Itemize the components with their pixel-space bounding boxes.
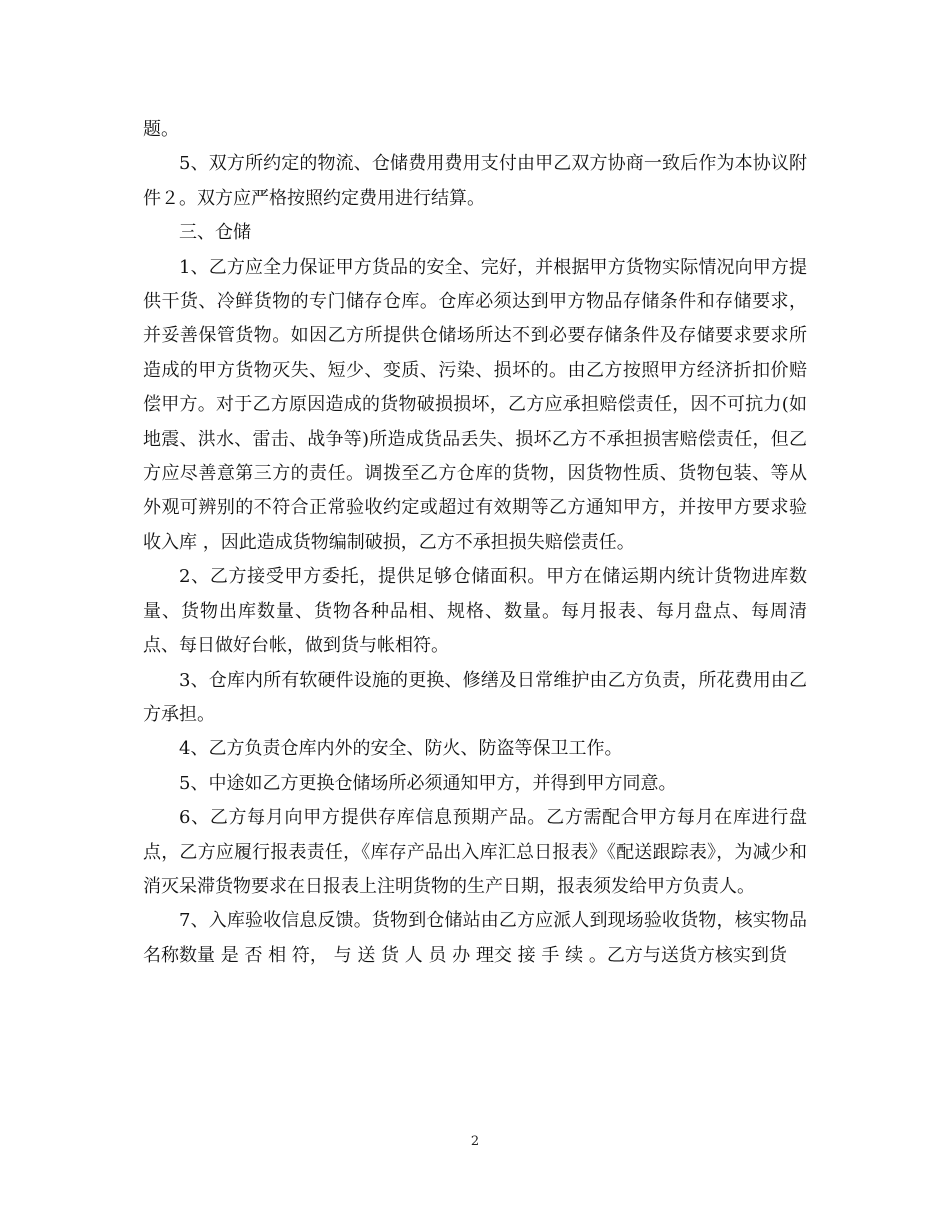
- section-heading-storage: 三、仓储: [179, 222, 251, 244]
- paragraph-security: 4、乙方负责仓库内外的安全、防火、防盗等保卫工作。: [179, 738, 623, 760]
- paragraph-fee-settlement: 5、双方所约定的物流、仓储费用费用支付由甲乙双方协商一致后作为本协议附件２。双方应严格按照约定费用进行结算。: [143, 153, 807, 209]
- document-body: [143, 113, 807, 973]
- paragraph-facility-maintenance: 3、仓库内所有软硬件设施的更换、修缮及日常维护由乙方负责，所花费用由乙方承担。: [143, 669, 807, 725]
- paragraph-monthly-report: 6、乙方每月向甲方提供存库信息预期产品。乙方需配合甲方每月在库进行盘点，乙方应履行报表责任，《库存产品出入库汇总日报表》《配送跟踪表》，为减少和消灭呆滞货物要求在日报表上注明货物的生产日期，报表须发给甲方负责人。: [143, 807, 807, 897]
- paragraph-storage-area: 2、乙方接受甲方委托，提供足够仓储面积。甲方在储运期内统计货物进库数量、货物出库数量、货物各种品相、规格、数量。每月报表、每月盘点、每周清点、每日做好台帐，做到货与帐相符。: [143, 566, 807, 657]
- paragraph-relocation: 5、中途如乙方更换仓储场所必须通知甲方，并得到甲方同意。: [179, 772, 677, 794]
- paragraph-storage-safety: 1、乙方应全力保证甲方货品的安全、完好，并根据甲方货物实际情况向甲方提供干货、冷鲜货物的专门储存仓库。仓库必须达到甲方物品存储条件和存储要求，并妥善保管货物。如因乙方所提供仓储场所达不到必要存储条件及存储要求要求所造成的甲方货物灭失、短少、变质、污染、损坏的。由乙方按照甲方经济折扣价赔偿甲方。对于乙方原因造成的货物破损损坏，乙方应承担赔偿责任，因不可抗力(如地震、洪水、雷击、战争等)所造成货品丢失、损坏乙方不承担损害赔偿责任，但乙方应尽善意第三方的责任。调拨至乙方仓库的货物，因货物性质、货物包装、等从外观可辨别的不符合正常验收约定或超过有效期等乙方通知甲方，并按甲方要求验收入库 ，因此造成货物编制破损，乙方不承担损失赔偿责任。: [143, 256, 807, 553]
- paragraph-receiving-feedback: 7、入库验收信息反馈。货物到仓储站由乙方应派人到现场验收货物，核实物品名称数量 是 否 相 符， 与 送 货 人 员 办 理交 接 手 续 。乙方与送货方核实到货: [143, 910, 807, 966]
- paragraph-continuation: 题。: [143, 119, 179, 140]
- page-number: 2: [470, 1134, 480, 1149]
